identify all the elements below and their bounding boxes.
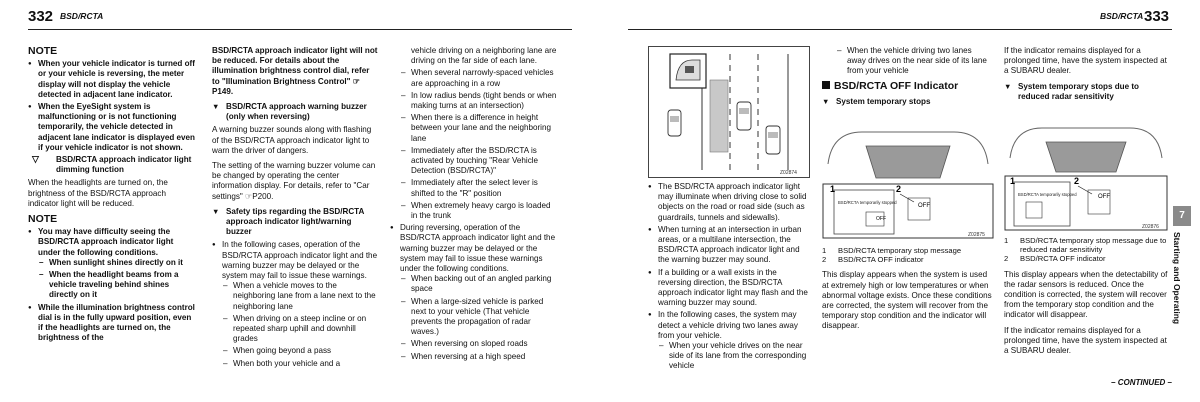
list-item-text: In the following cases, operation of the BSD/RCTA approach indicator light and the warning buzzer may be delayed or the system may fail to issue these warnings. [222,240,378,281]
left-col-1 [28,46,198,345]
continued-label: – CONTINUED – [1111,378,1172,387]
note1-list [28,59,198,153]
caption-text: BSD/RCTA temporary stop message due to reduced radar sensitivity [1020,236,1167,255]
safety-list [212,240,378,368]
callout-2: 2 [1074,176,1080,186]
dimming-text: When the headlights are turned on, the brightness of the BSD/RCTA approach indicator light will be reduced. [28,178,168,208]
sub-item: – When your vehicle drives on the near side of its lane from the corresponding vehicle [658,341,810,372]
list-item [28,227,198,300]
section-heading [822,81,992,91]
sub-item: – Immediately after the BSD/RCTA is activated by touching "Rear Vehicle Detection (BSD/RCTA)" [400,146,558,177]
sub-item: – When driving on a steep incline or on repeated sharp uphill and downhill grades [222,314,378,345]
screen-message: BSD/RCTA temporarily stopped [1018,192,1077,197]
right-col-1 [648,182,810,374]
page-title-left: BSD/RCTA [60,11,104,21]
caption-number: 2 [1004,254,1009,264]
list-item-text: You may have difficulty seeing the BSD/RCTA approach indicator light under the following conditions. [38,227,174,257]
sub-item: – When reversing on sloped roads [400,339,558,349]
body-text: If the indicator remains displayed for a prolonged time, have the system inspected at a SUBARU dealer. [1004,325,1167,356]
list-item-text: In the following cases, the system may detect a vehicle driving two lanes away from your vehicle. [658,310,798,340]
sub-item: vehicle driving on a neighboring lane are driving on the far side of each lane. [411,46,557,66]
sub-item: – When a vehicle moves to the neighboring lane from a lane next to the neighboring lane [222,281,378,312]
off-label: OFF [876,216,886,222]
caption-text: BSD/RCTA OFF indicator [1020,254,1106,264]
chapter-side-text: Starting and Operating [1172,232,1182,325]
off-indicator-label: OFF [1098,194,1110,200]
figure-id: Z02875 [968,232,985,238]
safety-heading: ▼ Safety tips regarding the BSD/RCTA approach indicator light/warning buzzer [212,207,378,238]
figure-id: Z02874 [780,170,797,176]
right-page [600,0,1200,402]
caption-item [1004,236,1168,254]
right-col-3-lower [1004,236,1168,361]
figure-captions [1004,236,1168,264]
right-col-3 [1004,46,1168,105]
callout-1: 1 [830,184,836,194]
list-item [212,240,378,368]
square-icon [822,81,830,89]
caption-text: BSD/RCTA OFF indicator [838,255,924,265]
page-number-right: 333 [1144,8,1170,25]
left-page-header [0,0,600,30]
list-item [390,223,558,362]
left-col-3 [390,46,558,364]
caption-number: 1 [1004,236,1009,245]
list-item [648,310,810,371]
right-page-header [600,0,1200,30]
reverse-list [390,223,558,362]
off-indicator-label: OFF [918,203,930,209]
sub-item: – Immediately after the select lever is shifted to the "R" position [400,178,558,198]
list-item: ● The BSD/RCTA approach indicator light may illuminate when driving close to solid objects on the road or road side (such as guardrails, tunnels and sidewalls). [648,182,810,223]
sub-item: – When there is a difference in height between your lane and the neighboring lane [400,113,558,144]
caption-number: 1 [822,246,827,255]
body-text: This display appears when the detectability of the radar sensors is reduced. Once the condition is corrected, the system will recover from the temporary stop condition and the indicator will disappear. [1004,269,1168,320]
sub-item: – In low radius bends (tight bends or when making turns at an intersection) [400,91,558,111]
note-heading: NOTE [28,45,58,57]
sub-item: – When reversing at a high speed [400,352,558,362]
header-rule-left [28,29,572,30]
col3-sub-list [400,46,558,221]
right-col-2 [822,46,992,110]
sub-heading: ▼ System temporary stops [822,97,992,107]
list-item: ● When the EyeSight system is malfunctioning or is not functioning temporarily, the vehicle detected in adjacent lane indicator is displayed even if your vehicle indicator is not shown. [28,102,198,153]
sub-item: – When backing out of an angled parking space [400,274,558,294]
header-rule-right [628,29,1172,30]
sub-item: – When sunlight shines directly on it [38,258,198,268]
sub-item: – When several narrowly-spaced vehicles are approaching in a row [400,68,558,88]
list-item: ● If a building or a wall exists in the reversing direction, the BSD/RCTA approach indicator light may flash and the warning buzzer may sound. [648,268,810,309]
temporary-stop-display-figure [822,128,994,240]
page-number-left: 332 [28,8,54,25]
left-col-2 [212,46,378,371]
caption-item [822,255,992,264]
body-text: If the indicator remains displayed for a prolonged time, have the system inspected at a SUBARU dealer. [1004,46,1167,76]
buzzer-heading: ▼ BSD/RCTA approach warning buzzer (only when reversing) [212,102,378,122]
caption-item [822,246,992,255]
section-heading-text: BSD/RCTA OFF Indicator [834,79,959,92]
note2-list [28,227,198,343]
right-col-2-lower [822,246,992,337]
list-item: ● When turning at an intersection in urban areas, or a multilane intersection, the BSD/RCTA approach indicator light and the warning buzzer may sound. [648,225,810,266]
caption-text: BSD/RCTA temporary stop message [838,246,962,255]
list-item-text: During reversing, operation of the BSD/RCTA approach indicator light and the warning buzzer may be delayed or the system may fail to issue these warnings under the following conditions. [400,223,556,274]
sub-item: – When both your vehicle and a [222,359,378,369]
sub-item: – When a large-sized vehicle is parked next to your vehicle (That vehicle prevents the propagation of radar waves.) [400,297,558,338]
page-title-right: BSD/RCTA [1100,11,1144,21]
figure-id: Z02876 [1142,224,1159,230]
list-item: ● When your vehicle indicator is turned off or your vehicle is reversing, the meter display will not display the vehicle detected in adjacent lane indicator. [28,59,198,100]
road-lanes-illustration [648,46,810,178]
sub-item: – When the vehicle driving two lanes away drives on the near side of its lane from your vehicle [836,46,992,77]
chapter-side-label [1172,232,1192,332]
right-col1-list [648,182,810,372]
list-item: ● While the illumination brightness control dial is in the fully upward position, even if the headlights are turned on, the brightness of the [28,303,198,344]
sub-item: – When going beyond a pass [222,346,378,356]
sub-item: – When the headlight beams from a vehicle traveling behind shines directly on it [38,270,198,301]
body-text: This display appears when the system is used at extremely high or low temperatures or when abnormal voltage exists. Once these conditions are corrected, the system will recover from the temporary stop condition and the indicator will disappear. [822,270,992,331]
sub-item: – When extremely heavy cargo is loaded in the trunk [400,201,558,221]
sub-heading: ▼ System temporary stops due to reduced radar sensitivity [1004,82,1168,102]
callout-1: 1 [1010,176,1016,186]
continued-note-text: BSD/RCTA approach indicator light will not be reduced. For details about the illumination brightness control dial, refer to "Illumination Brightness Control" ☞P149. [212,46,378,96]
caption-item [1004,254,1168,263]
caption-number: 2 [822,255,827,265]
right-col2-sub-list [836,46,992,77]
buzzer-text-2: The setting of the warning buzzer volume can be changed by operating the center information display. For details, refer to "Car settings" ☞P200. [212,161,376,201]
note-heading: NOTE [28,213,58,226]
buzzer-text-1: A warning buzzer sounds along with flashing of the BSD/RCTA approach indicator light to warn the driver of dangers. [212,125,372,155]
dimming-heading: ▽ BSD/RCTA approach indicator light dimming function [32,155,198,175]
reduced-sensitivity-display-figure [1004,124,1168,232]
figure-captions [822,246,992,264]
chapter-tab: 7 [1173,206,1191,226]
callout-2: 2 [896,184,902,194]
screen-message: BSD/RCTA temporarily stopped [838,200,897,205]
